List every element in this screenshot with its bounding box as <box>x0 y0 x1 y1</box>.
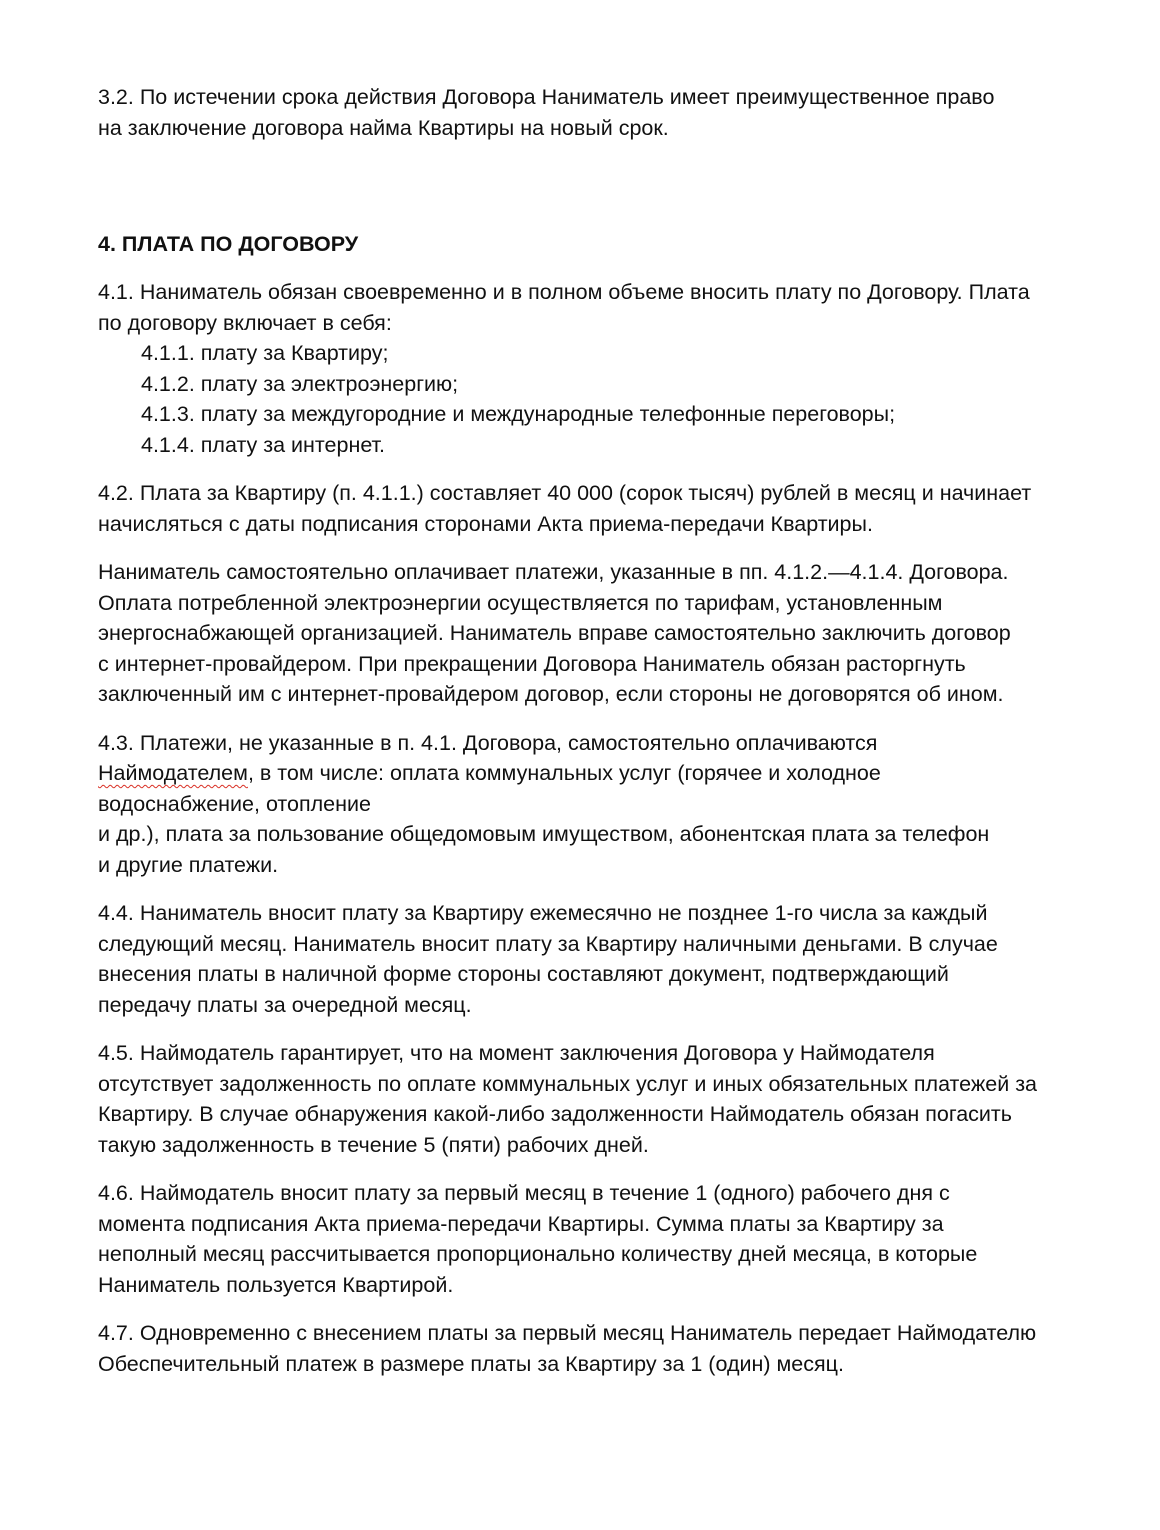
paragraph-4-6: 4.6. Наймодатель вносит плату за первый месяц в течение 1 (одного) рабочего дня с момента подписания Акта приема-передачи Квартиры. Сумма платы за Квартиру за неполный месяц рассчитывается пропорционально количеству дней месяца, в которые Наниматель пользуется Квартирой. <box>98 1181 978 1297</box>
paragraph-4-7: 4.7. Одновременно с внесением платы за первый месяц Наниматель передает Наймодателю Обеспечительный платеж в размере платы за Квартиру за 1 (один) месяц. <box>98 1321 1037 1376</box>
paragraph-4-1: 4.1. Наниматель обязан своевременно и в полном объеме вносить плату по Договору. Плата по договору включает в себя: <box>98 280 1030 335</box>
list-item-4-1-3: 4.1.3. плату за междугородние и международные телефонные переговоры; <box>141 402 896 426</box>
paragraph-4-3-line-1: 4.3. Платежи, не указанные в п. 4.1. Договора, самостоятельно оплачиваются <box>98 730 878 755</box>
list-item-4-1-2: 4.1.2. плату за электроэнергию; <box>141 371 459 396</box>
paragraph-4-4: 4.4. Наниматель вносит плату за Квартиру ежемесячно не позднее 1-го числа за каждый следующий месяц. Наниматель вносит плату за Квартиру наличными деньгами. В случае внесения платы в наличной форме стороны составляют документ, подтверждающий передачу платы за очередной месяц. <box>98 901 998 1017</box>
paragraph-3-2: 3.2. По истечении срока действия Договора Наниматель имеет преимущественное право на заключение договора найма Квартиры на новый срок. <box>98 85 995 140</box>
list-item-4-1-4: 4.1.4. плату за интернет. <box>141 432 385 457</box>
paragraph-4-3 <box>98 728 1088 881</box>
list-item-4-1-1: 4.1.1. плату за Квартиру; <box>141 341 389 365</box>
paragraph-4-2: 4.2. Плата за Квартиру (п. 4.1.1.) составляет 40 000 (сорок тысяч) рублей в месяц и начинает начисляться с даты подписания сторонами Акта приема-передачи Квартиры. <box>98 481 1032 536</box>
section-4-heading: 4. ПЛАТА ПО ДОГОВОРУ <box>98 232 359 256</box>
paragraph-4-2-continued: Наниматель самостоятельно оплачивает платежи, указанные в пп. 4.1.2.—4.1.4. Договора. Оплата потребленной электроэнергии осуществляется по тарифам, установленным энергоснабжающей организацией. Наниматель вправе самостоятельно заключить договор с интернет-провайдером. При прекращении Договора Наниматель обязан расторгнуть заключенный им с интернет-провайдером договор, если стороны не договорятся об ином. <box>98 560 1011 706</box>
document-page <box>98 82 1088 1379</box>
spellcheck-flagged-word[interactable]: Наймодателем <box>98 761 248 785</box>
paragraph-4-3-rest: , в том числе: оплата коммунальных услуг (горячее и холодное водоснабжение, отопление и др.), плата за пользование общедомовым имуществом, абонентская плата за телефон и другие платежи. <box>98 761 990 877</box>
paragraph-4-5: 4.5. Наймодатель гарантирует, что на момент заключения Договора у Наймодателя отсутствует задолженность по оплате коммунальных услуг и иных обязательных платежей за Квартиру. В случае обнаружения какой-либо задолженности Наймодатель обязан погасить такую задолженность в течение 5 (пяти) рабочих дней. <box>98 1041 1038 1157</box>
